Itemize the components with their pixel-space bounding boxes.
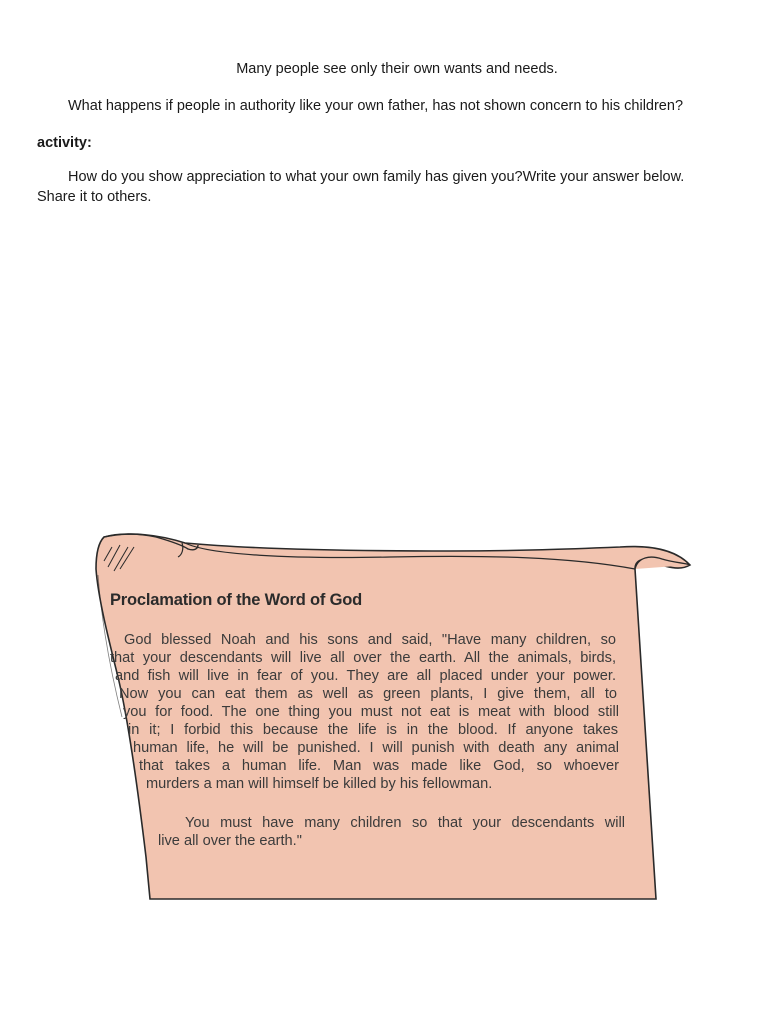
activity-prompt: How do you show appreciation to what your own family has given you?Write your answer below.	[68, 169, 685, 185]
parchment-scroll	[90, 527, 695, 902]
scroll-text-line: God blessed Noah and his sons and said, "Have many children, so	[124, 632, 616, 648]
scroll-text-line: that takes a human life. Man was made like God, so whoever	[139, 758, 619, 774]
scroll-text-line: murders a man will himself be killed by his fellowman.	[146, 776, 493, 792]
activity-prompt-continued: Share it to others.	[37, 189, 152, 205]
scroll-text-line: live all over the earth."	[158, 833, 302, 849]
scroll-title: Proclamation of the Word of God	[110, 591, 362, 609]
scroll-text-line: and fish will live in fear of you. They are all placed under your power.	[115, 668, 616, 684]
scroll-text-line: You must have many children so that your descendants will	[185, 815, 625, 831]
scroll-text-line: you for food. The one thing you must not eat is meat with blood still	[123, 704, 619, 720]
scroll-text-line: Now you can eat them as well as green plants, I give them, all to	[119, 686, 617, 702]
activity-heading: activity:	[37, 135, 92, 151]
scroll-text-line: human life, he will be punished. I will punish with death any animal	[133, 740, 619, 756]
scroll-text-line: that your descendants will live all over the earth. All the animals, birds,	[110, 650, 616, 666]
intro-question-authority: What happens if people in authority like your own father, has not shown concern to his children?	[68, 98, 684, 114]
scroll-text-line: in it; I forbid this because the life is in the blood. If anyone takes	[128, 722, 618, 738]
intro-line-wants: Many people see only their own wants and needs.	[236, 61, 558, 77]
